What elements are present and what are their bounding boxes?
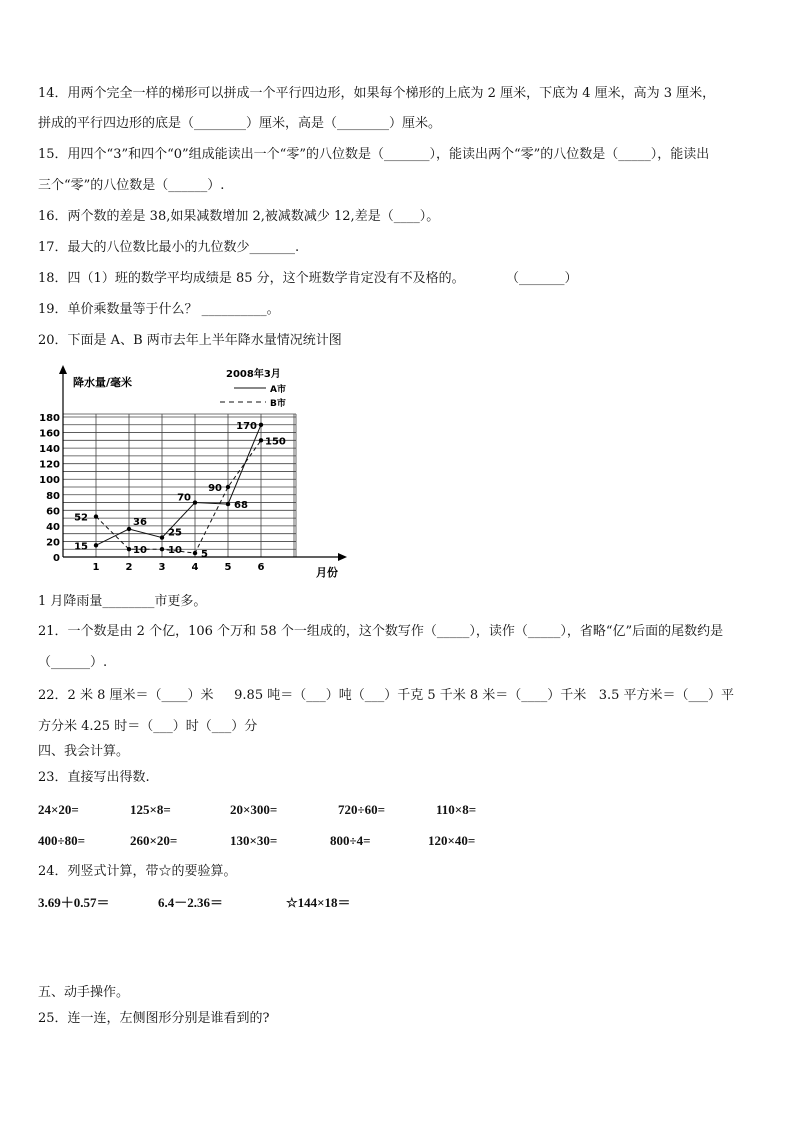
question-18: 18．四（1）班的数学平均成绩是 85 分，这个班数学肯定没有不及格的。 （_______） [38, 271, 578, 286]
data-label: 10 [168, 545, 182, 557]
question-15-line-1: 15．用四个“3”和四个“0”组成能读出一个“零”的八位数是（_______），能读出两个“零”的八位数是（_____），能读出 [38, 147, 710, 162]
question-25: 25．连一连，左侧图形分别是谁看到的? [38, 1011, 270, 1026]
data-label: 52 [74, 512, 88, 524]
section-4-heading: 四、我会计算。 [38, 744, 130, 759]
y-tick-label: 60 [46, 506, 60, 518]
question-20-answer: 1 月降雨量________市更多。 [38, 594, 207, 609]
data-point [193, 500, 197, 504]
y-axis-label: 降水量/毫米 [73, 376, 133, 389]
question-21-line-1: 21．一个数是由 2 个亿，106 个万和 58 个一组成的，这个数写作（_____），读作（_____），省略“亿”后面的尾数约是 [38, 624, 724, 639]
x-tick-label: 5 [224, 562, 232, 573]
data-label: 90 [208, 483, 222, 494]
data-label: 25 [168, 527, 182, 539]
data-label: 170 [236, 420, 257, 432]
x-tick-label: 2 [125, 562, 133, 573]
legend-label-b: B市 [270, 399, 286, 409]
chart-axes [59, 365, 347, 579]
data-point [127, 547, 131, 551]
data-point [160, 547, 164, 551]
q24-item-1: 3.69＋0.57＝ [38, 895, 110, 910]
data-point [259, 423, 263, 427]
data-point [226, 502, 230, 506]
q23-r2-c2: 260×20= [130, 833, 178, 848]
chart-legend [220, 367, 286, 409]
x-tick-label: 4 [191, 562, 199, 573]
question-19: 19．单价乘数量等于什么？ __________。 [38, 302, 280, 317]
data-point [94, 543, 98, 547]
data-label: 36 [133, 517, 147, 528]
section-5-heading: 五、动手操作。 [38, 985, 130, 1000]
data-point [259, 438, 263, 442]
q23-r2-c4: 800÷4= [330, 833, 371, 848]
data-point [193, 551, 197, 555]
y-tick-label: 0 [53, 553, 60, 564]
y-tick-label: 100 [39, 475, 60, 487]
data-label: 150 [265, 436, 286, 448]
q23-r2-c3: 130×30= [230, 833, 278, 848]
y-tick-label: 180 [39, 413, 60, 424]
x-tick-label: 6 [257, 562, 265, 573]
y-tick-label: 120 [39, 459, 60, 471]
question-21-line-2: （______）. [38, 655, 108, 670]
data-label: 15 [74, 541, 88, 553]
data-label: 5 [201, 549, 208, 561]
question-24: 24．列竖式计算，带☆的要验算。 [38, 864, 237, 879]
x-tick-label: 1 [92, 562, 100, 573]
question-22-line-2: 方分米 4.25 时＝（___）时（___）分 [38, 719, 258, 734]
data-point [160, 535, 164, 539]
q24-item-2: 6.4－2.36＝ [158, 895, 224, 910]
q23-r1-c4: 720÷60= [338, 802, 386, 817]
data-label: 68 [234, 500, 248, 512]
legend-title: 2008年3月 [226, 369, 281, 380]
q24-item-3: ☆144×18＝ [286, 895, 351, 910]
q23-r1-c1: 24×20= [38, 802, 79, 817]
q23-r1-c5: 110×8= [436, 802, 477, 817]
q23-r2-c5: 120×40= [428, 833, 476, 848]
question-17: 17．最大的八位数比最小的九位数少_______. [38, 240, 300, 255]
x-tick-label: 3 [158, 562, 166, 573]
y-tick-label: 140 [39, 444, 60, 456]
q23-r1-c2: 125×8= [130, 802, 171, 817]
data-point [94, 514, 98, 518]
data-point [226, 485, 230, 489]
data-point [127, 527, 131, 531]
chart-series [74, 421, 286, 560]
question-22-line-1: 22．2 米 8 厘米＝（____）米 9.85 吨＝（___）吨（___）千克 5 千米 8 米＝（____）千米 3.5 平方米＝（___）平 [38, 688, 734, 703]
question-16: 16．两个数的差是 38,如果减数增加 2,被减数减少 12,差是（____）。 [38, 209, 440, 224]
question-14-line-2: 拼成的平行四边形的底是（________）厘米，高是（________）厘米。 [38, 116, 442, 131]
question-14-line-1: 14．用两个完全一样的梯形可以拼成一个平行四边形，如果每个梯形的上底为 2 厘米，下底为 4 厘米，高为 3 厘米， [38, 86, 716, 101]
legend-label-a: A市 [270, 385, 286, 395]
x-axis-arrow [338, 553, 347, 561]
question-20: 20．下面是 A、B 两市去年上半年降水量情况统计图 [38, 333, 342, 348]
q23-r1-c3: 20×300= [230, 802, 278, 817]
y-tick-label: 40 [46, 521, 60, 533]
question-23: 23．直接写出得数. [38, 770, 150, 785]
q23-r2-c1: 400÷80= [38, 833, 86, 848]
rainfall-line-chart [38, 362, 368, 582]
data-label: 70 [177, 492, 191, 504]
x-axis-label: 月份 [316, 566, 338, 579]
y-tick-label: 20 [46, 537, 60, 549]
y-tick-label: 160 [39, 428, 60, 440]
data-label: 10 [133, 545, 147, 557]
y-tick-label: 80 [46, 490, 60, 502]
y-axis-arrow [59, 365, 67, 374]
question-15-line-2: 三个“零”的八位数是（______）. [38, 178, 225, 193]
